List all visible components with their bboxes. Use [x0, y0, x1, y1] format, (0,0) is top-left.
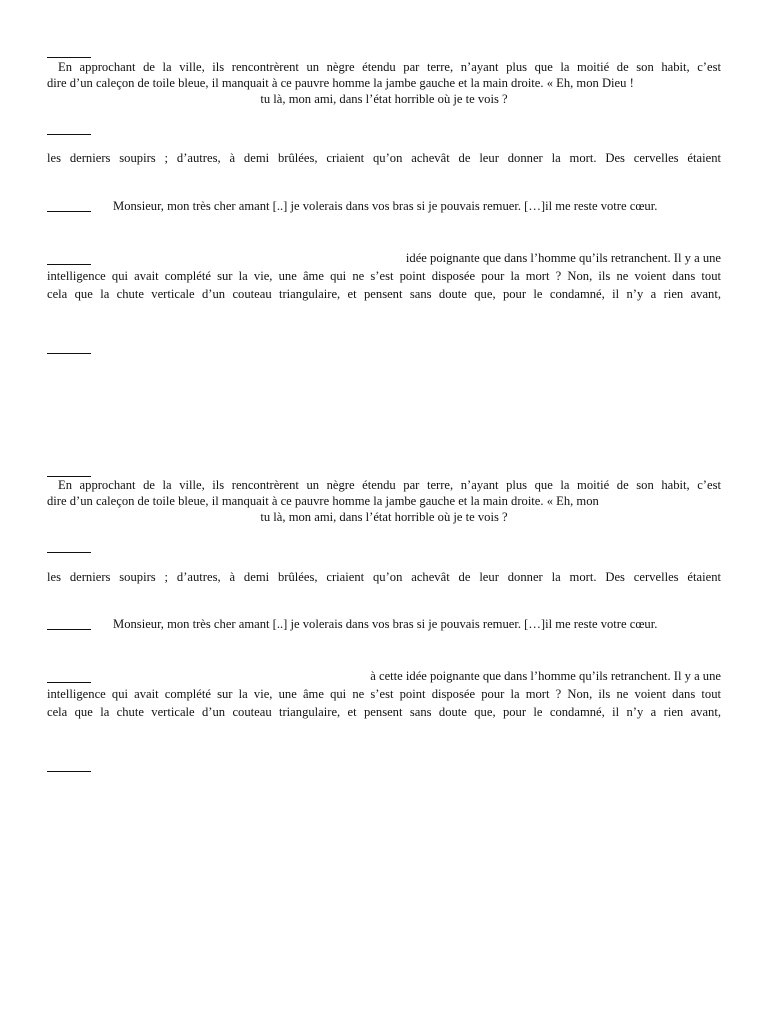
passage-line: tu là, mon ami, dans l’état horrible où je te vois ?: [260, 510, 508, 524]
answer-blank[interactable]: [47, 552, 91, 553]
passage-line: En approchant de la ville, ils rencontrèrent un nègre étendu par terre, n’ayant plus que la moitié de son habit, c’est: [58, 60, 721, 74]
answer-blank[interactable]: [47, 57, 91, 58]
passage-line: Monsieur, mon très cher amant [..] je volerais dans vos bras si je pouvais remuer. […]il me reste votre cœur.: [113, 199, 658, 213]
answer-blank[interactable]: [47, 353, 91, 354]
passage-line: intelligence qui avait complété sur la vie, une âme qui ne s’est point disposée pour la mort ? Non, ils ne voient dans tout: [47, 269, 721, 283]
passage-line: les derniers soupirs ; d’autres, à demi brûlées, criaient qu’on achevât de leur donner la mort. Des cervelles étaient: [47, 570, 721, 584]
answer-blank[interactable]: [47, 629, 91, 630]
passage-line: cela que la chute verticale d’un couteau triangulaire, et pensent sans doute que, pour le condamné, il n’y a rien avant,: [47, 705, 721, 719]
passage-line: dire d’un caleçon de toile bleue, il manquait à ce pauvre homme la jambe gauche et la main droite. « Eh, mon Dieu !: [47, 76, 634, 90]
answer-blank[interactable]: [47, 211, 91, 212]
passage-line: En approchant de la ville, ils rencontrèrent un nègre étendu par terre, n’ayant plus que la moitié de son habit, c’est: [58, 478, 721, 492]
passage-line: tu là, mon ami, dans l’état horrible où je te vois ?: [260, 92, 508, 106]
passage-line: intelligence qui avait complété sur la vie, une âme qui ne s’est point disposée pour la mort ? Non, ils ne voient dans tout: [47, 687, 721, 701]
passage-line: idée poignante que dans l’homme qu’ils retranchent. Il y a une: [405, 251, 721, 265]
passage-line: Monsieur, mon très cher amant [..] je volerais dans vos bras si je pouvais remuer. […]il me reste votre cœur.: [113, 617, 658, 631]
answer-blank[interactable]: [47, 134, 91, 135]
answer-blank[interactable]: [47, 771, 91, 772]
passage-line: à cette idée poignante que dans l’homme qu’ils retranchent. Il y a une: [370, 669, 721, 683]
passage-line: dire d’un caleçon de toile bleue, il manquait à ce pauvre homme la jambe gauche et la main droite. « Eh, mon: [47, 494, 599, 508]
passage-line: les derniers soupirs ; d’autres, à demi brûlées, criaient qu’on achevât de leur donner la mort. Des cervelles étaient: [47, 151, 721, 165]
passage-line: cela que la chute verticale d’un couteau triangulaire, et pensent sans doute que, pour le condamné, il n’y a rien avant,: [47, 287, 721, 301]
